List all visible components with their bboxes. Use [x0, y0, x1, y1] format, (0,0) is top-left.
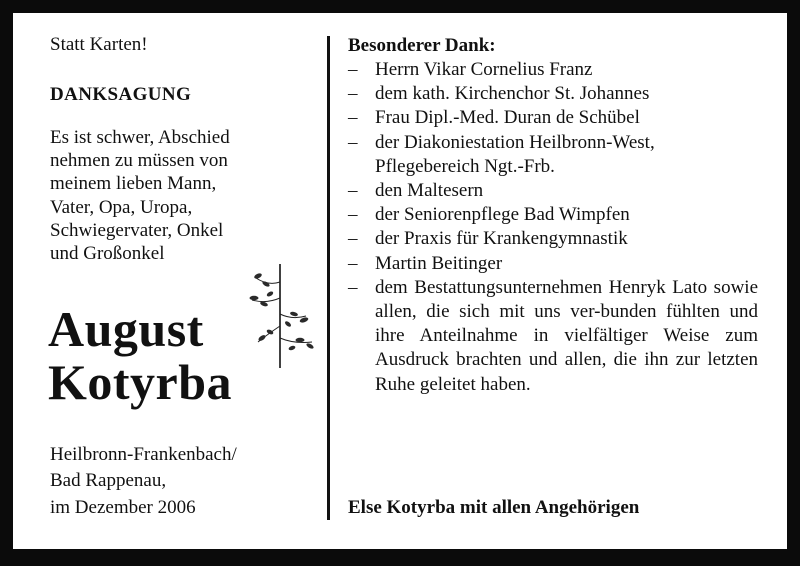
dash-bullet: – [348, 276, 358, 298]
list-item: – dem Bestattungsunternehmen Henryk Lato sowie allen, die sich mit uns ver-bunden fühlten und ihre Anteilnahme in vielfältiger Weise zum Ausdruck brachten und allen, die ihn zur letzten Ruhe geleitet haben. [348, 276, 758, 395]
dash-bullet: – [348, 252, 358, 274]
list-item: – Martin Beitinger [348, 252, 758, 276]
list-item: – der Praxis für Krankengymnastik [348, 227, 758, 251]
thanks-column [348, 34, 758, 397]
place-date-text: Heilbronn-Frankenbach/ Bad Rappenau, im Dezember 2006 [50, 444, 237, 518]
list-item: – den Maltesern [348, 179, 758, 203]
last-name: Kotyrba [48, 354, 233, 410]
dash-bullet: – [348, 107, 358, 129]
dash-bullet: – [348, 228, 358, 250]
dash-bullet: – [348, 131, 358, 153]
danksagung-title: DANKSAGUNG [50, 84, 192, 105]
list-item: – der Seniorenpflege Bad Wimpfen [348, 203, 758, 227]
dash-bullet: – [348, 59, 358, 80]
list-item: – der Diakoniestation Heilbronn-West, Pflegebereich Ngt.-Frb. [348, 131, 655, 177]
list-item: – dem kath. Kirchenchor St. Johannes [348, 82, 758, 106]
thanks-heading: Besonderer Dank: [348, 35, 496, 56]
first-name: August [48, 301, 204, 357]
dash-bullet: – [348, 180, 358, 202]
column-divider [327, 36, 330, 520]
list-item: – Frau Dipl.-Med. Duran de Schübel [348, 106, 758, 130]
deceased-name [48, 301, 233, 410]
thanks-list [348, 58, 758, 397]
signature-text: Else Kotyrba mit allen Angehörigen [348, 497, 640, 518]
statt-karten-text: Statt Karten! [50, 34, 148, 55]
message-text: Es ist schwer, Abschied nehmen zu müssen von meinem lieben Mann, Vater, Opa, Uropa, Schwiegervater, Onkel und Großonkel [50, 127, 230, 265]
dash-bullet: – [348, 83, 358, 105]
olive-branch-icon [246, 264, 318, 368]
dash-bullet: – [348, 204, 358, 226]
list-item: – Herrn Vikar Cornelius Franz [348, 58, 758, 82]
